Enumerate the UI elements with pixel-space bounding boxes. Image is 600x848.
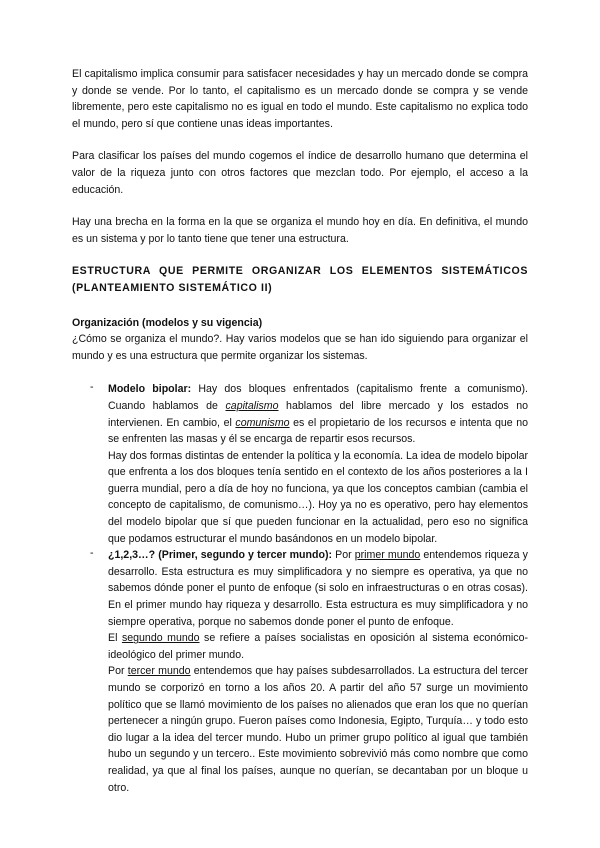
list-dash: - [90,381,94,394]
list-item-bipolar [72,381,528,547]
segundo-text-2: se refiere a países socialistas en oposición al sistema económico-ideológico del primer mundo. [108,632,529,661]
capitalismo-term: capitalismo [225,399,279,412]
bipolar-text-3: es el propietario de los recursos e intenta que no se enfrenten las masas y él se encarga de repartir esos recursos. [108,416,529,446]
segundo-mundo-term: segundo mundo [121,632,200,645]
subheading-organizacion: Organización (modelos y su vigencia) [72,316,263,329]
bipolar-paragraph [108,381,528,447]
mundos-text-2: entendemos riqueza y desarrollo. Esta estructura es muy simplificadora y no siempre es operativa, ya que no sabemos dónde poner el punto de enfoque (si solo en infraestructuras o en otras cosas). En el primer mundo hay riqueza y desarrollo. Esta estructura es muy simplificadora y no siempre operativa, porque no sabemos donde poner el punto de enfoque. [108,549,528,628]
paragraph-clasificar: Para clasificar los países del mundo cogemos el índice de desarrollo humano que determina el valor de la riqueza junto con otros factores que mezclan todo. Por ejemplo, el acceso a la educación. [72,150,528,196]
bipolar-paragraph-2: Hay dos formas distintas de entender la política y la economía. La idea de modelo bipolar que enfrenta a los dos bloques tenía sentido en el contexto de los años posteriores a la I guerra mundial, pero a día de hoy no funciona, ya que los conceptos cambian (cambia el concepto de capitalismo, de comunismo…). Hoy ya no es operativo, pero hay elementos del modelo bipolar que sí que pueden funcionar en la actualidad, pero eso no significa que podamos estructurar el mundo basándonos en un modelo bipolar. [108,449,528,545]
segundo-text-1: El [108,632,122,645]
paragraph-capitalismo: El capitalismo implica consumir para satisfacer necesidades y hay un mercado donde se compra y donde se vende. Por lo tanto, el capitalismo es un mercado donde se compra y se vende libremente, pero este capitalismo no es igual en todo el mundo. Este capitalismo no explica todo el mundo, pero sí que contiene unas ideas importantes. [72,68,528,130]
document-page [72,66,528,796]
bipolar-text-1: Hay dos bloques enfrentados (capitalismo frente a comunismo). Cuando hablamos de [108,383,528,412]
section-heading: ESTRUCTURA QUE PERMITE ORGANIZAR LOS ELEMENTOS SISTEMÁTICOS (PLANTEAMIENTO SISTEMÁTICO II) [72,265,528,294]
list-dash: - [90,547,94,560]
paragraph-brecha: Hay una brecha en la forma en la que se organiza el mundo hoy en día. En definitiva, el mundo es un sistema y por lo tanto tiene que tener una estructura. [72,216,528,245]
intro-paragraph: ¿Cómo se organiza el mundo?. Hay varios modelos que se han ido siguiendo para organizar el mundo y es una estructura que permite organizar los sistemas. [72,333,528,362]
comunismo-term: comunismo [235,416,290,429]
primer-mundo-term: primer mundo [354,549,421,562]
mundos-paragraph [108,547,528,630]
list-item-mundos [72,547,528,796]
tercer-mundo-term: tercer mundo [127,665,191,678]
tercer-text-2: entendemos que hay países subdesarrollados. La estructura del tercer mundo se corporizó en torno a los años 20. A partir del año 57 surge un movimiento político que se llamó movimiento de los países no alienados que eran los que no querían pertenecer a ningún grupo. Fueron países como Indonesia, Egipto, Turquía… y todo esto dio lugar a la idea del tercer mundo. Hubo un primer grupo político al igual que también hubo un segundo y un tercero.. Este movimiento sobrevivió más como nombre que como realidad, ya que al final los países, aunque no querían, se decantaban por un bloque u otro. [108,665,528,794]
segundo-paragraph [108,630,528,663]
mundos-title: ¿1,2,3…? (Primer, segundo y tercer mundo): [108,549,332,562]
models-list [72,381,528,796]
tercer-paragraph [108,663,528,796]
bipolar-title: Modelo bipolar: [108,383,192,396]
mundos-text-1: Por [332,549,355,562]
tercer-text-1: Por [108,665,128,678]
bipolar-text-2: hablamos del libre mercado y los estados no intervienen. En cambio, el [108,399,528,429]
